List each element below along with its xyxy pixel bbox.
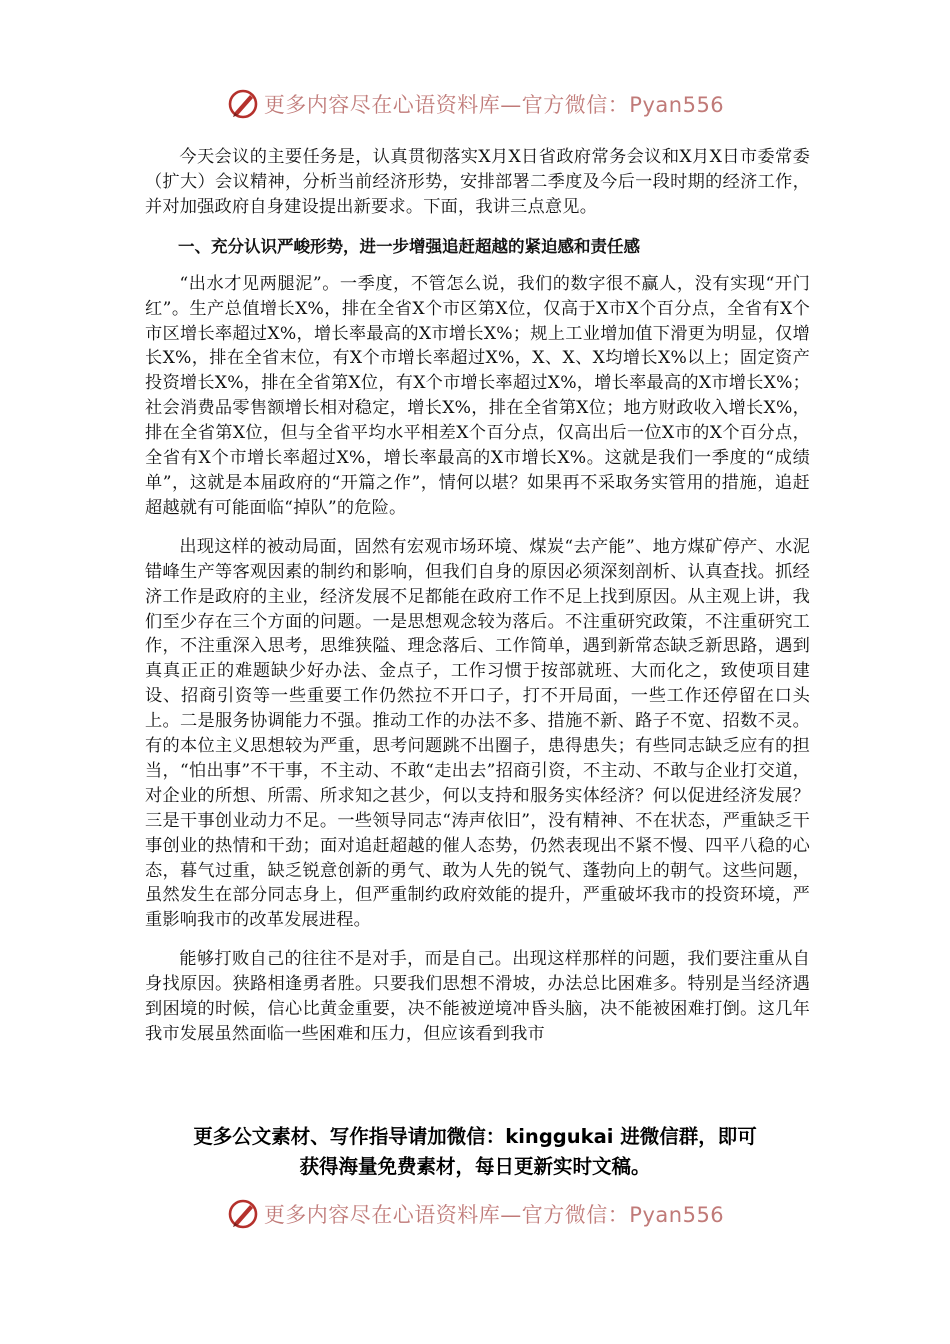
body-paragraph-3: 能够打败自己的往往不是对手，而是自己。出现这样那样的问题，我们要注重从自身找原因。狭路相逢勇者胜。只要我们思想不滑坡，办法总比困难多。特别是当经济遇到困境的时候，信心比黄金重要，决不能被逆境冲昏头脑，决不能被困难打倒。这几年我市发展虽然面临一些困难和压力，但应该看到我市: [145, 949, 810, 1044]
watermark-text: 更多内容尽在心语资料库—官方微信：Pyan556: [263, 93, 725, 117]
watermark-banner-bottom: [0, 1192, 950, 1236]
watermark-banner-top: [0, 82, 950, 126]
intro-paragraph: 今天会议的主要任务是，认真贯彻落实X月X日省政府常务会议和X月X日市委常委（扩大）会议精神，分析当前经济形势，安排部署二季度及今后一段时期的经济工作，并对加强政府自身建设提出新要求。下面，我讲三点意见。: [145, 147, 810, 217]
promo-line-2: 获得海量免费素材，每日更新实时文稿。: [299, 1155, 651, 1178]
body-paragraph-1: “出水才见两腿泥”。一季度，不管怎么说，我们的数字很不赢人，没有实现“开门红”。生产总值增长X%，排在全省X个市区第X位，仅高于X市X个百分点，全省有X个市区增长率超过X%，增长率最高的X市增长X%；规上工业增加值下滑更为明显，仅增长X%，排在全省末位，有X个市增长率超过X%，X、X、X均增长X%以上；固定资产投资增长X%，排在全省第X位，有X个市增长率超过X%，增长率最高的X市增长X%；社会消费品零售额增长相对稳定，增长X%，排在全省第X位；地方财政收入增长X%，排在全省第X位，但与全省平均水平相差X个百分点，仅高出后一位X市的X个百分点，全省有X个市增长率超过X%，增长率最高的X市增长X%。这就是我们一季度的“成绩单”，这就是本届政府的“开篇之作”，情何以堪？如果再不采取务实管用的措施，追赶超越就有可能面临“掉队”的危险。: [145, 273, 810, 518]
pen-circle-logo-icon: [226, 87, 260, 121]
watermark-text: 更多内容尽在心语资料库—官方微信：Pyan556: [263, 1203, 725, 1227]
promo-line-1: 更多公文素材、写作指导请加微信：kinggukai 进微信群，即可: [193, 1125, 757, 1148]
pen-circle-logo-icon: [226, 1197, 260, 1231]
section-heading: 一、充分认识严峻形势，进一步增强追赶超越的紧迫感和责任感: [178, 236, 640, 256]
body-paragraph-2: 出现这样的被动局面，固然有宏观市场环境、煤炭“去产能”、地方煤矿停产、水泥错峰生产等客观因素的制约和影响，但我们自身的原因必须深刻剖析、认真查找。抓经济工作是政府的主业，经济发展不足都能在政府工作不足上找到原因。从主观上讲，我们至少存在三个方面的问题。一是思想观念较为落后。不注重研究政策，不注重研究工作，不注重深入思考，思维狭隘、理念落后、工作简单，遇到新常态缺乏新思路，遇到真真正正的难题缺少好办法、金点子，工作习惯于按部就班、大而化之，致使项目建设、招商引资等一些重要工作仍然拉不开口子，打不开局面，一些工作还停留在口头上。二是服务协调能力不强。推动工作的办法不多、措施不新、路子不宽、招数不灵。有的本位主义思想较为严重，思考问题跳不出圈子，患得患失；有些同志缺乏应有的担当，“怕出事”不干事，不主动、不敢“走出去”招商引资，不主动、不敢与企业打交道，对企业的所想、所需、所求知之甚少，何以支持和服务实体经济？何以促进经济发展？三是干事创业动力不足。一些领导同志“涛声依旧”，没有精神、不在状态，严重缺乏干事创业的热情和干劲；面对追赶超越的催人态势，仍然表现出不紧不慢、四平八稳的心态，暮气过重，缺乏锐意创新的勇气、敢为人先的锐气、蓬勃向上的朝气。这些问题，虽然发生在部分同志身上，但严重制约政府效能的提升，严重破坏我市的投资环境，严重影响我市的改革发展进程。: [145, 536, 810, 931]
promo-notice: [130, 1122, 820, 1182]
document-body: [145, 145, 810, 1061]
